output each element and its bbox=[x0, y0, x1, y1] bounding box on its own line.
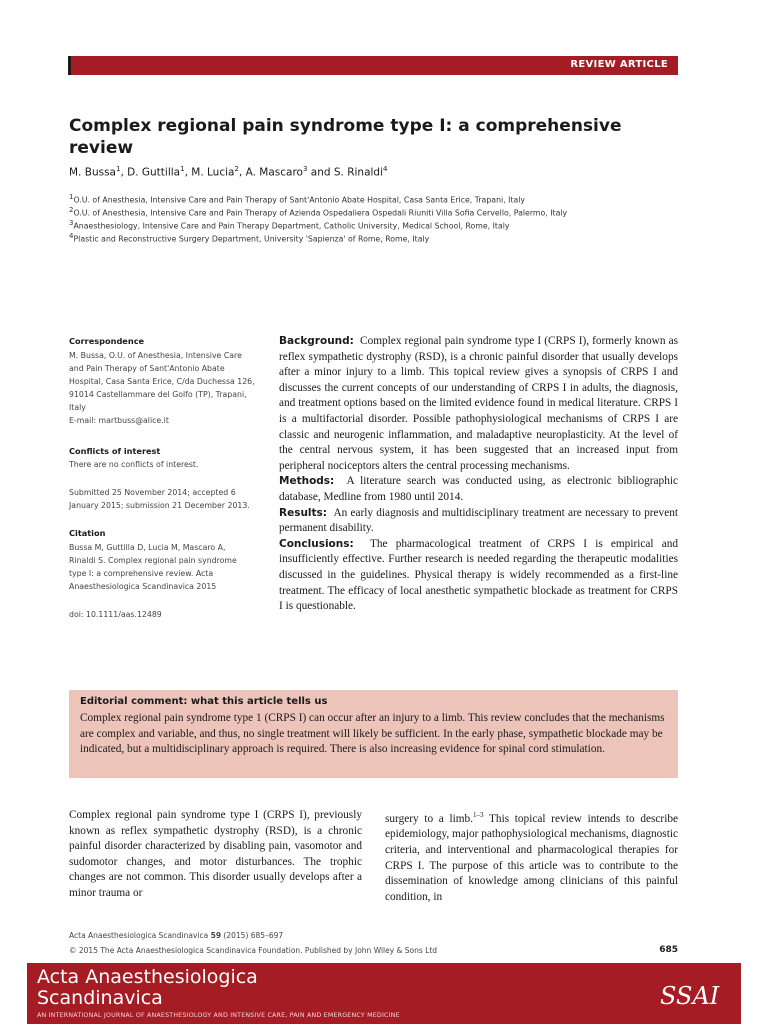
affiliation-4: $^4$Plastic and Reconstructive Surgery Department, University 'Sapienza' of Rome, Rome, Italy bbox=[69, 232, 430, 244]
affiliation-1: $^1$O.U. of Anesthesia, Intensive Care and Pain Therapy of Sant'Antonio Abate Hospital, Casa Santa Erice, Trapani, Italy bbox=[69, 193, 526, 205]
abstract-results-text: An early diagnosis and multidisciplinary treatment are necessary to prevent permanent disability. bbox=[279, 506, 678, 535]
abstract-methods-label: Methods: bbox=[279, 475, 335, 488]
abstract-methods bbox=[279, 474, 678, 505]
submission-dates: Submitted 25 November 2014; accepted 6 January 2015; submission 21 December 2013. bbox=[69, 488, 250, 510]
affiliation-3: $^3$Anaesthesiology, Intensive Care and Pain Therapy Department, Catholic University, Medical School, Rome, Italy bbox=[69, 219, 510, 231]
author-affiliation-mark: 1 bbox=[180, 165, 185, 173]
body-column-right: surgery to a limb.$^{1-3}$ This topical review intends to describe epidemiology, major pathophysiological mechanisms, diagnostic criteria, and interventional and pharmacological therapies for CRPS I. The purpose of this article was to contribute to the dissemination of knowledge among clinicians of this painful condition, in bbox=[385, 811, 678, 903]
author-affiliation-mark: 4 bbox=[383, 165, 388, 173]
author-name: M. Bussa bbox=[69, 166, 116, 179]
affiliation-2: $^2$O.U. of Anesthesia, Intensive Care and Pain Therapy of Azienda Ospedaliera Ospedali Riuniti Villa Sofia Cervello, Palermo, Italy bbox=[69, 206, 568, 218]
correspondence-text: M. Bussa, O.U. of Anesthesia, Intensive Care and Pain Therapy of Sant'Antonio Abate Hospital, Casa Santa Erice, C/da Duchessa 126, 91014 Castellammare del Golfo (TP), Trapani, Italy E-mail: martbuss@alice.it bbox=[69, 351, 255, 425]
abstract-conclusions-text: The pharmacological treatment of CRPS I is empirical and insufficiently effective. Further research is needed regarding the therapeutic modalities discussed in the guidelines. Physical therapy is widely recommended as a first-line treatment. The efficacy of local anesthetic sympathetic blockade as treatment for CRPS I is questionable. bbox=[279, 537, 678, 613]
copyright-notice: © 2015 The Acta Anaesthesiologica Scandinavica Foundation. Published by John Wiley & Sons Ltd bbox=[69, 946, 438, 955]
abstract-background-text: Complex regional pain syndrome type I (CRPS I), formerly known as reflex sympathetic dystrophy (RSD), is a chronic painful disorder that usually develops after a minor injury to a limb. This topical review gives a synopsis of CRPS I and discusses the current concepts of our understanding of CRPS I in adults, the diagnosis, and treatment options based on the limited evidence found in medical literature. CRPS I is a multifactorial disorder. Possible pathophysiological mechanisms of CRPS I are classic and neurogenic inflammation, and maladaptive neuroplasticity. At the level of the central nervous system, it has been suggested that an increased input from peripheral nociceptors alters the central processing mechanisms. bbox=[279, 335, 678, 472]
abstract-conclusions bbox=[279, 537, 678, 615]
reference-citation: 1–3 bbox=[473, 811, 484, 819]
journal-subtitle: AN INTERNATIONAL JOURNAL OF ANAESTHESIOLOGY AND INTENSIVE CARE, PAIN AND EMERGENCY MEDICINE bbox=[37, 1012, 400, 1019]
editorial-comment-title: Editorial comment: what this article tells us bbox=[80, 696, 328, 707]
header-bar-edge bbox=[68, 56, 71, 75]
editorial-comment-body: Complex regional pain syndrome type 1 (CRPS I) can occur after an injury to a limb. This review concludes that the mechanisms are complex and variable, and thus, no single treatment will likely be sufficient. In the early phase, sympathetic blockade may be indicated, but a multidisciplinary approach is required. There is also increasing evidence for spinal cord stimulation. bbox=[80, 712, 665, 755]
author-affiliation-mark: 3 bbox=[302, 165, 308, 173]
author-name: M. Lucia bbox=[191, 166, 235, 179]
conflicts-heading: Conflicts of interest bbox=[69, 446, 161, 456]
citation-text: Bussa M, Guttilla D, Lucia M, Mascaro A, Rinaldi S. Complex regional pain syndrome type I: a comprehensive review. Acta Anaesthesiologica Scandinavica 2015 bbox=[69, 543, 237, 591]
abstract-background-label: Background: bbox=[279, 335, 354, 347]
journal-name-line1: Acta Anaesthesiologica bbox=[37, 966, 258, 988]
page-number: 685 bbox=[659, 945, 678, 955]
author-name: D. Guttilla bbox=[127, 166, 181, 179]
author-name: S. Rinaldi bbox=[333, 166, 384, 179]
abstract-methods-text: A literature search was conducted using, as electronic bibliographic database, Medline from 1980 until 2014. bbox=[279, 475, 678, 503]
correspondence-heading: Correspondence bbox=[69, 336, 145, 346]
conflicts-text: There are no conflicts of interest. bbox=[69, 460, 199, 469]
doi-link[interactable]: doi: 10.1111/aas.12489 bbox=[69, 610, 162, 619]
abstract-conclusions-label: Conclusions: bbox=[279, 537, 354, 550]
article-title: Complex regional pain syndrome type I: a comprehensive review bbox=[69, 116, 622, 158]
abstract-background bbox=[279, 334, 678, 474]
author-name: A. Mascaro bbox=[245, 166, 303, 179]
body-column-left: Complex regional pain syndrome type I (CRPS I), previously known as reflex sympathetic dystrophy (RSD), is a chronic painful disorder characterized by disabling pain, vasomotor and sudomotor changes, and motor disturbances. The trophic changes are not common. This disorder usually develops after a minor trauma or bbox=[69, 809, 362, 899]
abstract-results-label: Results: bbox=[279, 506, 327, 519]
author-list: M. Bussa$^1$, D. Guttilla$^1$, M. Lucia$^2$, A. Mascaro$^3$ and S. Rinaldi$^4$ bbox=[69, 165, 388, 179]
author-affiliation-mark: 1 bbox=[115, 165, 121, 173]
abstract-results bbox=[279, 506, 678, 537]
ssai-logo: SSAI bbox=[660, 982, 720, 1010]
author-affiliation-mark: 2 bbox=[234, 165, 239, 173]
section-label: REVIEW ARTICLE bbox=[570, 59, 668, 70]
abstract bbox=[279, 334, 678, 615]
journal-reference: Acta Anaesthesiologica Scandinavica 59 (2015) 685–697 bbox=[69, 931, 284, 940]
journal-name-line2: Scandinavica bbox=[37, 987, 163, 1009]
citation-heading: Citation bbox=[69, 528, 106, 538]
